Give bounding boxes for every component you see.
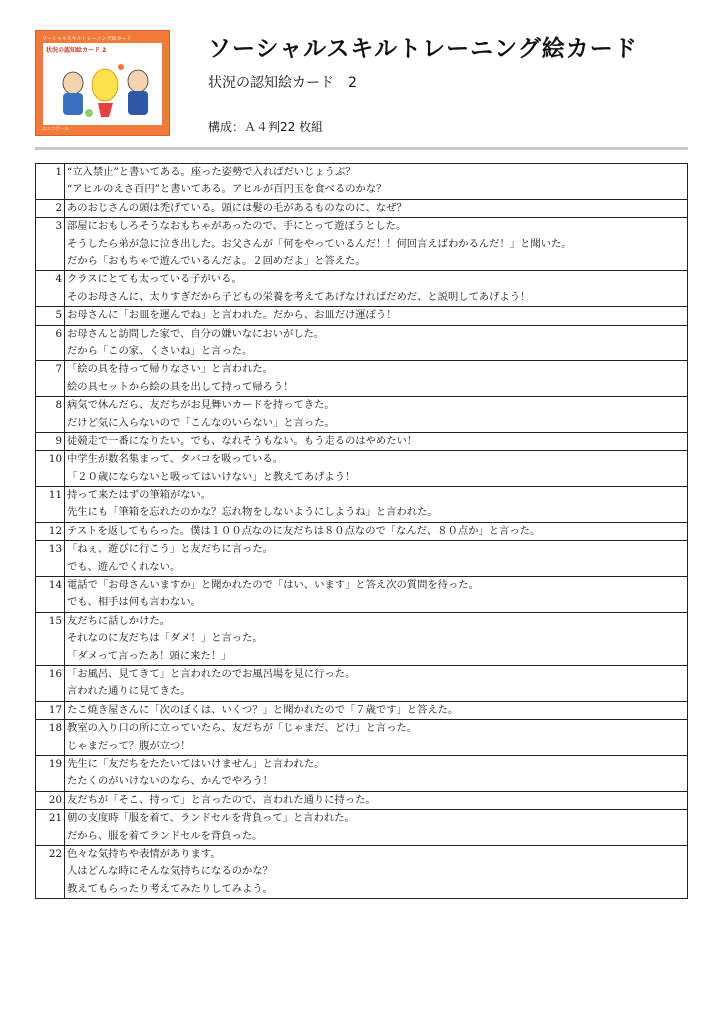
header-divider: [35, 147, 688, 150]
row-text-line: だから「おもちゃで遊んでいるんだよ。２回めだよ」と答えた。: [67, 254, 366, 267]
cover-illustration: [43, 43, 162, 125]
row-text-line: でも、遊んでくれない。: [67, 560, 181, 573]
row-text-line: 教室の入り口の所に立っていたら、友だちが「じゃまだ、どけ」と言った。: [67, 722, 418, 735]
table-row: [36, 397, 688, 433]
row-text-line: 「２０歳にならないと吸ってはいけない」と教えてあげよう！: [67, 470, 356, 483]
row-text: [65, 612, 688, 665]
row-text-line: “アヒルのえさ百円”と書いてある。アヒルが百円玉を食べるのかな？: [67, 183, 387, 196]
row-text-line: 朝の支度時「服を着て、ランドセルを背負って」と言われた。: [67, 812, 355, 825]
row-number: 18: [36, 720, 65, 756]
row-text: [65, 325, 688, 361]
table-row: [36, 810, 688, 846]
table-row: [36, 612, 688, 665]
card-list-table: [35, 163, 688, 899]
table-row: [36, 199, 688, 217]
row-number: 9: [36, 432, 65, 450]
row-text-line: 電話で「お母さんいますか」と聞かれたので「はい、います」と答え次の質問を待った。: [67, 579, 479, 592]
row-text-line: 友だちに話しかけた。: [67, 614, 170, 627]
table-row: [36, 755, 688, 791]
row-number: 8: [36, 397, 65, 433]
row-text-line: お母さんに「お皿を運んでね」と言われた。だから、お皿だけ運ぼう！: [67, 309, 397, 322]
table-row: [36, 522, 688, 540]
row-text-line: そうしたら弟が急に泣き出した。お父さんが「何をやっているんだ！！何回言えばわかるんだ！」と聞いた。: [67, 237, 572, 250]
row-text-line: 先生にも「筆箱を忘れたのかな？忘れ物をしないようにしようね」と言われた。: [67, 506, 438, 519]
row-number: 13: [36, 541, 65, 577]
table-row: [36, 791, 688, 809]
row-number: 11: [36, 487, 65, 523]
row-text-line: 部屋におもしろそうなおもちゃがあったので、手にとって遊ぼうとした。: [67, 220, 407, 233]
row-text-line: 友だちが「そこ、持って」と言ったので、言われた通りに持った。: [67, 793, 376, 806]
row-text-line: たこ焼き屋さんに「次のぼくは、いくつ？」と聞かれたので「７歳です」と答えた。: [67, 703, 459, 716]
row-text: [65, 720, 688, 756]
row-number: 17: [36, 701, 65, 719]
row-text-line: 中学生が数名集まって、タバコを吸っている。: [67, 453, 283, 466]
row-text-line: クラスにとても太っている子がいる。: [67, 273, 242, 286]
row-text: [65, 487, 688, 523]
row-number: 20: [36, 791, 65, 809]
row-text-line: 病気で休んだら、友だちがお見舞いカードを持ってきた。: [67, 399, 335, 412]
row-number: 21: [36, 810, 65, 846]
row-text-line: 「ダメって言ったあ！頭に来た！」: [67, 649, 232, 662]
row-number: 5: [36, 307, 65, 325]
row-text: [65, 432, 688, 450]
table-row: [36, 701, 688, 719]
row-text-line: 「ねぇ、遊びに行こう」と友だちに言った。: [67, 543, 273, 556]
row-text-line: たたくのがいけないのなら、かんでやろう！: [67, 775, 273, 788]
row-text-line: でも、相手は何も言わない。: [67, 596, 201, 609]
row-number: 14: [36, 577, 65, 613]
table-row: [36, 164, 688, 200]
row-text-line: だけど気に入らないので「こんなのいらない」と言った。: [67, 416, 335, 429]
row-text-line: 教えてもらったり考えてみたりしてみよう。: [67, 882, 273, 895]
row-text-line: 色々な気持ちや表情があります。: [67, 847, 221, 860]
row-text-line: “立入禁止”と書いてある。座った姿勢で入ればだいじょうぶ？: [67, 166, 356, 178]
row-text-line: 人はどんな時にそんな気持ちになるのかな？: [67, 865, 273, 878]
table-row: [36, 432, 688, 450]
row-number: 15: [36, 612, 65, 665]
row-text: [65, 577, 688, 613]
row-text-line: 持って来たはずの筆箱がない。: [67, 489, 212, 502]
composition-info: 構成：Ａ４判22 枚組: [208, 120, 324, 134]
row-text-line: 絵の具セットから絵の具を出して持って帰ろう！: [67, 380, 294, 393]
row-number: 6: [36, 325, 65, 361]
row-text-line: あのおじさんの頭は禿げている。頭には髪の毛があるものなのに、なぜ？: [67, 201, 407, 214]
row-text: [65, 541, 688, 577]
row-text: [65, 307, 688, 325]
row-text: [65, 397, 688, 433]
row-number: 10: [36, 451, 65, 487]
row-number: 4: [36, 271, 65, 307]
row-text: [65, 271, 688, 307]
table-row: [36, 451, 688, 487]
row-text: [65, 361, 688, 397]
row-text: [65, 199, 688, 217]
table-row: [36, 307, 688, 325]
row-text: [65, 666, 688, 702]
row-number: 19: [36, 755, 65, 791]
table-row: [36, 541, 688, 577]
row-text-line: 「お風呂、見てきて」と言われたのでお風呂場を見に行った。: [67, 668, 356, 680]
row-text-line: そのお母さんに、太りすぎだから子どもの栄養を考えてあげなければだめだ、と説明してあげよう！: [67, 290, 531, 303]
row-text-line: 言われた通りに見てきた。: [67, 685, 191, 698]
table-row: [36, 487, 688, 523]
row-number: 2: [36, 199, 65, 217]
table-row: [36, 218, 688, 271]
row-text: [65, 755, 688, 791]
row-text-line: だから「この家、くさいね」と言った。: [67, 344, 253, 357]
row-text-line: 「絵の具を持って帰りなさい」と言われた。: [67, 363, 273, 376]
row-text: [65, 164, 688, 200]
row-number: 22: [36, 845, 65, 898]
row-text: [65, 218, 688, 271]
table-row: [36, 271, 688, 307]
page-subtitle: 状況の認知絵カード 2: [208, 75, 357, 91]
row-text: [65, 791, 688, 809]
row-number: 7: [36, 361, 65, 397]
row-number: 16: [36, 666, 65, 702]
table-row: [36, 720, 688, 756]
row-text: [65, 701, 688, 719]
table-row: [36, 325, 688, 361]
row-text-line: 徒競走で一番になりたい。でも、なれそうもない。もう走るのはやめたい！: [67, 434, 418, 447]
cover-footer-text: エスコアール: [42, 127, 69, 132]
row-text: [65, 845, 688, 898]
table-row: [36, 845, 688, 898]
row-text: [65, 810, 688, 846]
table-row: [36, 361, 688, 397]
row-number: 1: [36, 164, 65, 200]
row-number: 3: [36, 218, 65, 271]
row-text-line: じゃまだって？腹が立つ！: [67, 739, 191, 752]
table-row: [36, 577, 688, 613]
row-text-line: テストを返してもらった。僕は１００点なのに友だちは８０点なので「なんだ、８０点か」と言った。: [67, 524, 541, 537]
row-text-line: 先生に「友だちをたたいてはいけません」と言われた。: [67, 757, 325, 770]
row-text-line: お母さんと訪問した家で、自分の嫌いなにおいがした。: [67, 327, 325, 340]
cover-strip-text: ソーシャルスキルトレーニング絵カード: [42, 36, 132, 42]
row-text-line: それなのに友だちは「ダメ！」と言った。: [67, 632, 263, 645]
row-text-line: だから、服を着てランドセルを背負った。: [67, 829, 263, 842]
row-number: 12: [36, 522, 65, 540]
cover-card-title: 状況の認知絵カード 2: [46, 47, 107, 54]
table-row: [36, 666, 688, 702]
cover-image: [35, 30, 170, 136]
page-title: ソーシャルスキルトレーニング絵カード: [208, 36, 638, 62]
row-text: [65, 451, 688, 487]
cover-cartoon-icon: [43, 43, 162, 125]
row-text: [65, 522, 688, 540]
